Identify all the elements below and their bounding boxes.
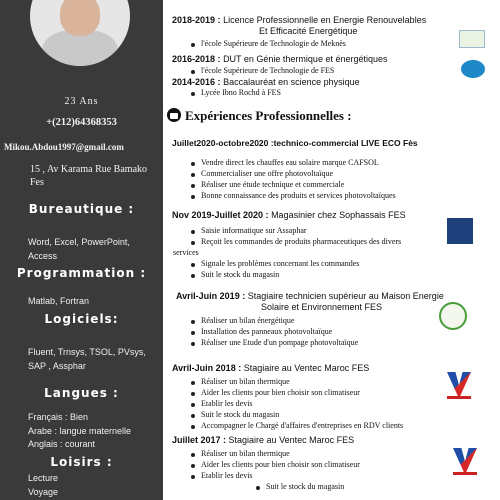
- briefcase-icon: [167, 108, 181, 122]
- skill-line: Access: [28, 250, 58, 261]
- education-school: l'école Supérieure de Technologie de Meknès: [201, 39, 346, 48]
- job-task: Accompagner le Chargé d'affaires d'entreprises en RDV clients: [201, 421, 404, 430]
- job-task: Suit le stock du magasin: [266, 482, 345, 491]
- job-task: Suit le stock du magasin: [201, 410, 280, 419]
- education-entry: [172, 77, 360, 87]
- job-date: Juillet 2017 :: [172, 435, 227, 445]
- bullet: [191, 320, 195, 324]
- section-title-bureautique: Bureautique :: [28, 202, 135, 216]
- job-role: Magasinier chez Sophassais FES: [268, 210, 406, 220]
- job-task: Commercialiser une offre photovoltaïque: [201, 169, 334, 178]
- education-title: DUT en Génie thermique et énergétiques: [223, 54, 388, 64]
- job-header: [172, 435, 354, 445]
- bullet: [191, 162, 195, 166]
- bullet: [191, 464, 195, 468]
- loisirs-list: [28, 472, 160, 499]
- job-date: Avril-Juin 2018 :: [172, 363, 242, 373]
- bullet: [191, 475, 195, 479]
- education-title: Licence Professionnelle en Energie Renouvelables: [223, 15, 427, 25]
- bullet: [191, 342, 195, 346]
- job-role: Stagiaire au Ventec Maroc FES: [226, 435, 355, 445]
- hobby-line: Lecture: [28, 473, 59, 483]
- job-header: [176, 291, 444, 301]
- job-task: Etablir les devis: [201, 471, 253, 480]
- address-line: Fes: [30, 177, 44, 188]
- age: 23 Ans: [64, 96, 99, 107]
- company-logo: [453, 448, 477, 476]
- job-task: Saisie informatique sur Assaphar: [201, 226, 307, 235]
- section-title-programmation: Programmation :: [16, 266, 147, 280]
- section-title-loisirs: Loisirs :: [50, 455, 113, 469]
- job-header: Juillet2020-octobre2020 :technico-commercial LIVE ECO Fès: [172, 138, 418, 148]
- bullet: [191, 263, 195, 267]
- job-task: Aider les clients pour bien choisir son climatiseur: [201, 460, 360, 469]
- programmation-list: [28, 295, 160, 309]
- job-date: Nov 2019-Juillet 2020 :: [172, 210, 269, 220]
- job-header: [172, 363, 369, 373]
- bullet: [191, 331, 195, 335]
- job-role: Stagiaire technicien supérieur au Maison Energie: [245, 291, 444, 301]
- job-task: Bonne connaissance des produits et services photovoltaïques: [201, 191, 396, 200]
- job-date: Avril-Juin 2019 :: [176, 291, 246, 301]
- job-task: Signale les problèmes concernant les commandes: [201, 259, 360, 268]
- bullet: [191, 381, 195, 385]
- langues-list: [28, 411, 160, 452]
- job-task: Installation des panneaux photovoltaïque: [201, 327, 333, 336]
- skill-line: Matlab, Fortran: [28, 296, 90, 306]
- job-task: Etablir les devis: [201, 399, 253, 408]
- bullet: [191, 184, 195, 188]
- education-title-cont: Et Efficacité Energétique: [259, 26, 358, 36]
- language-line: Arabe : langue maternelle: [28, 425, 132, 436]
- education-entry: [172, 15, 426, 25]
- job-task-cont: services: [173, 248, 199, 257]
- job-role-cont: Solaire et Environnement FES: [261, 302, 383, 312]
- education-years: 2016-2018 :: [172, 54, 221, 64]
- job-task: Réaliser une étude technique et commerciale: [201, 180, 345, 189]
- bullet: [191, 230, 195, 234]
- bullet: [191, 241, 195, 245]
- education-entry: [172, 54, 388, 64]
- skill-line: Fluent, Trnsys, TSOL, PVsys,: [28, 347, 146, 357]
- sidebar: [0, 0, 163, 500]
- school-logo: [459, 30, 485, 48]
- education-school: l'école Supérieure de Technologie de FES: [201, 66, 335, 75]
- profile-photo: [30, 0, 130, 66]
- bullet: [191, 392, 195, 396]
- bullet: [191, 70, 195, 74]
- bullet: [256, 486, 260, 490]
- bullet: [191, 453, 195, 457]
- school-logo: [461, 60, 485, 78]
- bullet: [191, 274, 195, 278]
- address-line: 15 , Av Karama Rue Bamako: [30, 164, 148, 175]
- email-address: Mikou.Abdou1997@gmail.com: [4, 142, 124, 152]
- language-line: Français : Bien: [28, 412, 89, 422]
- job-task: Réaliser un bilan énergétique: [201, 316, 295, 325]
- job-task: Reçoit les commandes de produits pharmaceutiques des divers: [201, 237, 402, 246]
- bullet: [191, 92, 195, 96]
- job-task: Vendre direct les chauffes eau solaire marque CAFSOL: [201, 158, 379, 167]
- section-title-logiciels: Logiciels:: [44, 312, 119, 326]
- phone-number: +(212)64368353: [46, 117, 117, 128]
- bullet: [191, 403, 195, 407]
- skill-line: Word, Excel, PowerPoint,: [28, 237, 130, 247]
- skill-line: SAP , Assphar: [28, 360, 86, 371]
- main-content: [163, 0, 500, 500]
- logiciels-list: [28, 346, 160, 373]
- bullet: [191, 414, 195, 418]
- job-task: Réaliser un bilan thermique: [201, 377, 290, 386]
- bullet: [191, 43, 195, 47]
- bureautique-list: [28, 236, 160, 263]
- job-task: Suit le stock du magasin: [201, 270, 280, 279]
- hobby-line: Voyage: [28, 486, 59, 497]
- section-title-langues: Langues :: [44, 386, 119, 400]
- bullet: [191, 425, 195, 429]
- address: [30, 163, 160, 189]
- company-logo: [439, 302, 467, 330]
- job-role: Stagiaire au Ventec Maroc FES: [241, 363, 370, 373]
- job-task: Aider les clients pour bien choisir son climatiseur: [201, 388, 360, 397]
- education-years: 2014-2016 :: [172, 77, 221, 87]
- bullet: [191, 173, 195, 177]
- company-logo: [447, 218, 473, 244]
- job-task: Réaliser un bilan thermique: [201, 449, 290, 458]
- education-title: Baccalauréat en science physique: [223, 77, 360, 87]
- education-years: 2018-2019 :: [172, 15, 221, 25]
- company-logo: [447, 372, 471, 400]
- experience-title: Expériences Professionnelles :: [185, 108, 352, 123]
- education-school: Lycée Ibno Rochd à FES: [201, 88, 281, 97]
- bullet: [191, 195, 195, 199]
- job-task: Réaliser une Etude d'un pompage photovoltaïque: [201, 338, 359, 347]
- language-line: Anglais : courant: [28, 439, 96, 449]
- job-header: [172, 210, 406, 220]
